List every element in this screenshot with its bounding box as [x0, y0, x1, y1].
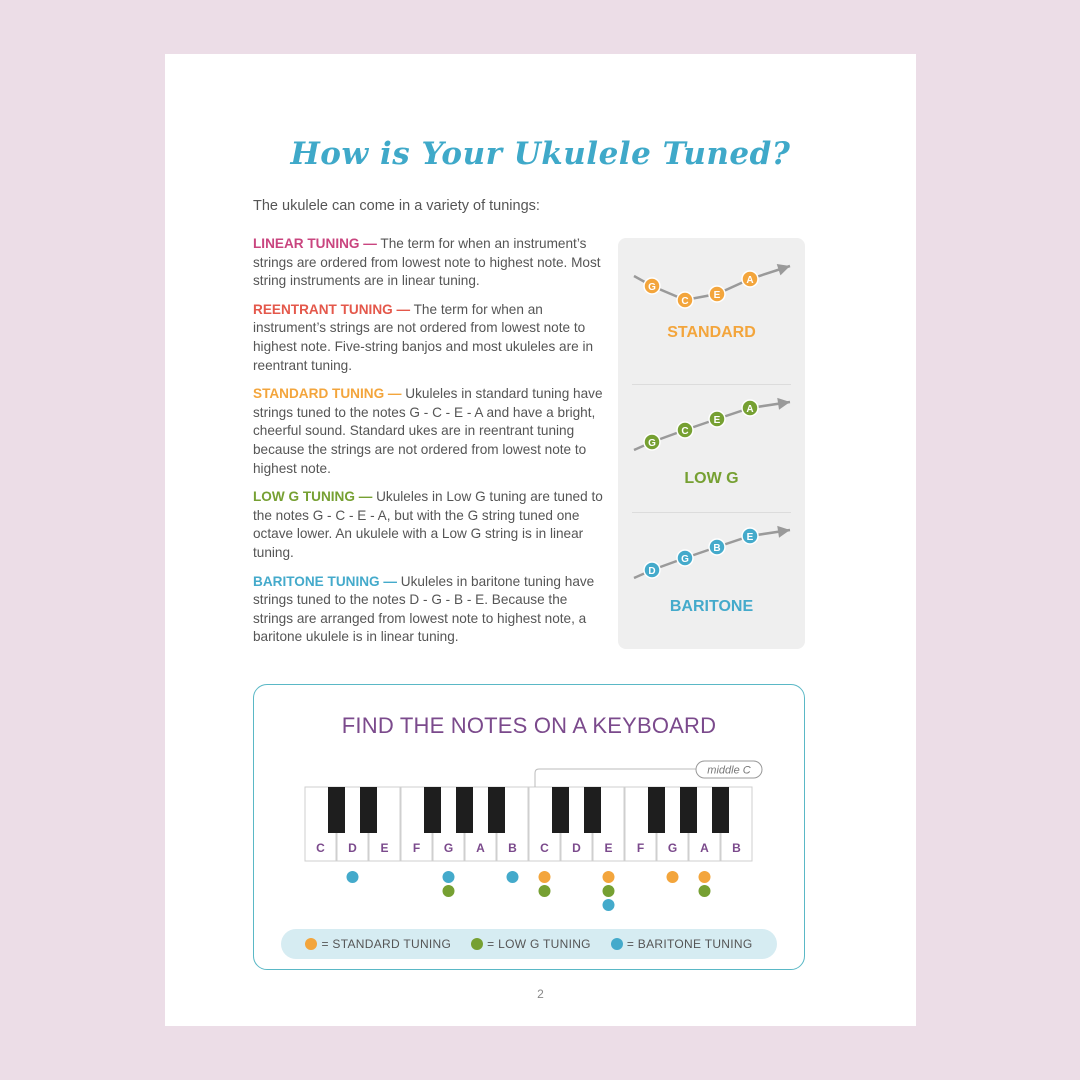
standard-tuning-diagram [618, 238, 805, 328]
key-label: A [476, 841, 485, 855]
black-key [360, 787, 377, 833]
intro-text: The ukulele can come in a variety of tunings: [253, 198, 540, 214]
note-label: A [746, 275, 754, 286]
standard-note-dot [539, 871, 551, 883]
key-label: C [540, 841, 549, 855]
lowg-note-dot [443, 885, 455, 897]
page [165, 54, 916, 1026]
note-label: E [746, 532, 754, 543]
key-label: C [316, 841, 325, 855]
tuning-diagrams-panel [618, 238, 805, 649]
key-label: F [412, 841, 421, 855]
definition-term: BARITONE TUNING — [253, 573, 397, 589]
legend-label: = BARITONE TUNING [626, 937, 753, 951]
baritone-note-dot [347, 871, 359, 883]
lowg-note-dot [699, 885, 711, 897]
standard-note-dot [699, 871, 711, 883]
baritone-note-dot [603, 899, 615, 911]
note-label: G [648, 282, 656, 293]
key-label: F [636, 841, 645, 855]
tuning-legend [281, 929, 777, 959]
definition-text: Ukuleles in standard tuning have strings tuned to the notes G - C - E - A and have a bright, cheerful sound. Standard ukes are in reentrant tuning because the strings are not ordered from lowest note to highest note. [253, 386, 603, 476]
note-label: B [713, 543, 721, 554]
definition-text: The term for when an instrument’s strings are ordered from lowest note to highest note. Most string instruments are in linear tuning. [253, 236, 601, 289]
tuning-label-standard: STANDARD [667, 324, 756, 341]
note-label: G [681, 554, 689, 565]
definitions-list [253, 235, 605, 657]
definition-term: LINEAR TUNING — [253, 236, 377, 251]
legend-label: = STANDARD TUNING [321, 937, 452, 951]
lowg-note-dot [539, 885, 551, 897]
baritone-tuning-diagram [618, 512, 805, 602]
legend-item-standard [305, 937, 451, 951]
tuning-card-standard [618, 238, 805, 384]
black-key [712, 787, 729, 833]
key-label: B [508, 841, 517, 855]
definition-text: Ukuleles in baritone tuning have strings tuned to the notes D - G - B - E. Because the strings are arranged from lowest note to highest note, a baritone ukulele is in linear tuning. [253, 573, 595, 645]
note-label: C [681, 296, 689, 307]
definition-standard [253, 385, 605, 478]
tuning-card-baritone [618, 512, 805, 649]
keyboard-title: FIND THE NOTES ON A KEYBOARD [341, 713, 717, 738]
black-key [648, 787, 665, 833]
definition-text: Ukuleles in Low G tuning are tuned to the notes G - C - E - A, but with the G string tuned one octave lower. An ukulele with a Low G string is in linear tuning. [253, 489, 603, 560]
middle-c-label: middle C [707, 764, 751, 777]
black-key [424, 787, 441, 833]
standard-note-dot [667, 871, 679, 883]
note-label: E [713, 290, 721, 301]
black-key [680, 787, 697, 833]
black-key [488, 787, 505, 833]
keyboard-diagram [254, 685, 804, 925]
tuning-card-low-g [618, 384, 805, 512]
tuning-label-baritone: BARITONE [669, 598, 754, 615]
legend-item-baritone [611, 937, 753, 951]
baritone-note-dot [443, 871, 455, 883]
definition-term: REENTRANT TUNING — [253, 301, 411, 317]
black-key [552, 787, 569, 833]
key-label: G [443, 841, 454, 855]
legend-label: = LOW G TUNING [487, 937, 591, 951]
tuning-label-low-g: LOW G [684, 470, 739, 487]
page-number: 2 [537, 987, 544, 1001]
lowg-note-dot [603, 885, 615, 897]
key-label: D [348, 841, 357, 855]
black-key [328, 787, 345, 833]
note-label: G [648, 438, 656, 449]
arrow-head-icon [777, 526, 790, 538]
definition-term: LOW G TUNING — [253, 489, 373, 505]
definition-low-g [253, 488, 605, 562]
note-label: E [713, 415, 721, 426]
green-dot-icon [471, 938, 483, 950]
baritone-note-dot [507, 871, 519, 883]
blue-dot-icon [611, 938, 623, 950]
key-label: E [604, 841, 613, 855]
black-key [456, 787, 473, 833]
note-label: C [681, 426, 689, 437]
key-label: B [732, 841, 741, 855]
key-label: G [667, 841, 678, 855]
key-label: D [572, 841, 581, 855]
legend-item-low-g [471, 937, 591, 951]
orange-dot-icon [305, 938, 317, 950]
note-label: A [746, 404, 754, 415]
page-title: How is Your Ukulele Tuned? [290, 136, 791, 172]
middle-c-pointer [535, 769, 696, 787]
arrow-head-icon [777, 264, 790, 275]
arrow-head-icon [777, 398, 790, 410]
low-g-tuning-diagram [618, 384, 805, 474]
keyboard-section [253, 684, 805, 970]
definition-text: The term for when an instrument’s strings are not ordered from lowest note to highest note. Five-string banjos and most ukuleles are in reentrant tuning. [253, 301, 594, 373]
definition-term: STANDARD TUNING — [253, 386, 402, 402]
definition-reentrant [253, 301, 605, 375]
black-key [584, 787, 601, 833]
standard-note-dot [603, 871, 615, 883]
key-label: A [700, 841, 709, 855]
definition-linear [253, 235, 605, 291]
note-label: D [648, 566, 656, 577]
definition-baritone [253, 573, 605, 647]
key-label: E [380, 841, 389, 855]
